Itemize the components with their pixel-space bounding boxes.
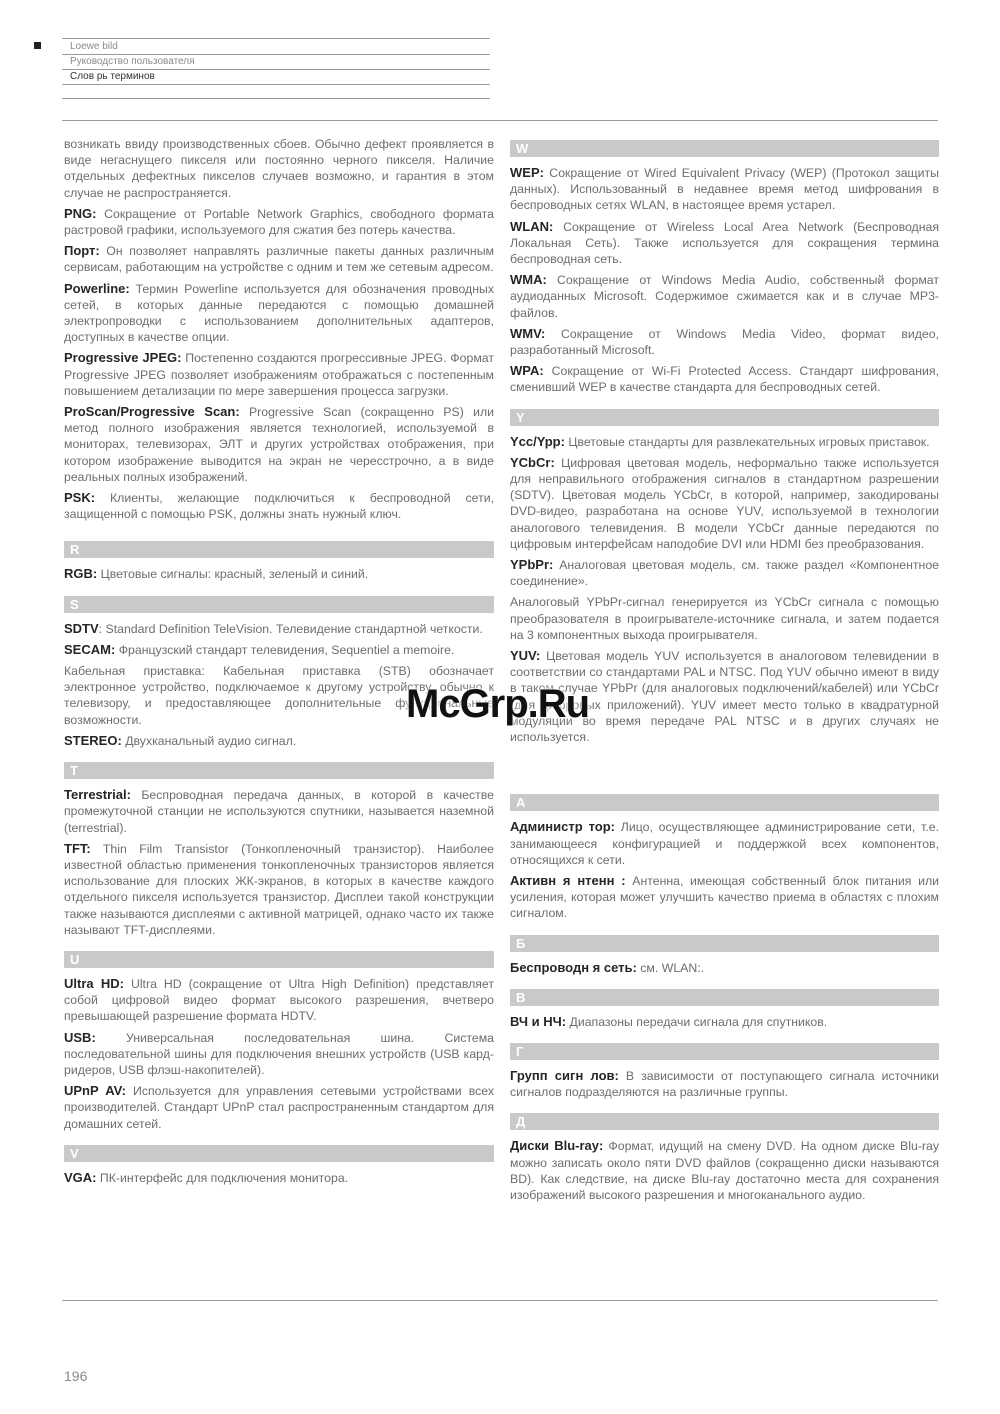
glossary-entry-vga: VGA: ПК-интерфейс для подключения монитора. bbox=[64, 1169, 349, 1185]
section-bar-b-cyr: Б bbox=[510, 935, 939, 952]
section-bar-d-cyr: Д bbox=[510, 1113, 939, 1130]
glossary-entry-wireless-net: Беспроводн я сеть: см. WLAN:. bbox=[510, 959, 705, 975]
glossary-entry-proscan: ProScan/Progressive Scan: Progressive Scan (сокращенно PS) или метод полного изображения является технологией, используемой в мониторах, телевизорах, ЭЛТ и других устройствах отображения, при котором изображение выводится на экран не чересстрочно, а в виде реальных полных изображений. bbox=[64, 404, 494, 484]
glossary-entry-rgb: RGB: Цветовые сигналы: красный, зеленый и синий. bbox=[64, 566, 369, 582]
glossary-entry-ultra-hd: Ultra HD: Ultra HD (сокращение от Ultra High Definition) представляет собой цифровой видео формат высокого разрешения, вчетверо превышающей разрешение формата HDTV. bbox=[64, 975, 494, 1024]
glossary-entry-yuv: YUV: Цветовая модель YUV используется в аналоговом телевидении в соответствии со стандартами PAL и NTSC. Под YUV обычно имеют в виду в таком случае YPbPr (для аналоговых подключений/кабелей) или YCbCr (для цифровых приложений). YUV имеет место только в квадратурной модуляции во время передаче PAL NTSC и в других случаях не используется. bbox=[510, 648, 939, 745]
header-rule-4 bbox=[62, 98, 490, 99]
section-bar-w: W bbox=[510, 140, 939, 157]
header-rule-top bbox=[62, 38, 490, 39]
glossary-entry-tft: TFT: Thin Film Transistor (Тонкопленочный транзистор). Наиболее известной областью применения тонкопленочных транзисторов является использование для плоских ЖК-экранов, в которых в качестве каждого отдельного пикселя используется транзистор. Дисплеи такой конструкции также называются дисплеями с активной матрицей, однако часто их также называют TFT-дисплеями. bbox=[64, 840, 494, 937]
left-column bbox=[64, 136, 494, 1191]
bottom-divider bbox=[62, 1300, 938, 1301]
section-bar-s: S bbox=[64, 596, 494, 613]
section-bar-v-cyr: В bbox=[510, 989, 939, 1006]
header-rule-1 bbox=[62, 54, 490, 55]
glossary-entry-hf-lf: ВЧ и НЧ: Диапазоны передачи сигнала для спутников. bbox=[510, 1013, 828, 1029]
glossary-entry-admin: Администр тор: Лицо, осуществляющее администрирование сети, т.е. занимающееся конфигурацией и поддержкой всех компонентов, относящихся к сети. bbox=[510, 819, 939, 867]
glossary-entry-wep: WEP: Сокращение от Wired Equivalent Privacy (WEP) (Протокол защиты данных). Использованный в недавнее время метод шифрования в беспроводных сетях WLAN, в настоящее время устарел. bbox=[510, 165, 939, 213]
glossary-entry-wmv: WMV: Сокращение от Windows Media Video, формат видео, разработанный Microsoft. bbox=[510, 325, 939, 358]
section-bar-r: R bbox=[64, 541, 494, 558]
section-bar-g-cyr: Г bbox=[510, 1043, 939, 1060]
glossary-entry-stb: Кабельная приставка: Кабельная приставка (STB) обозначает электронное устройство, подключаемое к другому устройству, обычно к телевизору, и предоставляющее дополнительные функциональные возможности. bbox=[64, 664, 494, 727]
glossary-entry-wma: WMA: Сокращение от Windows Media Audio, собственный формат аудиоданных Microsoft. Содержимое сжимается как и в случае MP3-файлов. bbox=[510, 272, 939, 320]
glossary-entry-progressive-jpeg: Progressive JPEG: Постепенно создаются прогрессивные JPEG. Формат Progressive JPEG позволяет изображениям отображаться с постепенным повышением детализации по мере завершения процесса загрузки. bbox=[64, 350, 494, 398]
glossary-entry-secam: SECAM: Французский стандарт телевидения, Sequentiel a memoire. bbox=[64, 641, 455, 657]
glossary-entry-wlan: WLAN: Сокращение от Wireless Local Area Network (Беспроводная Локальная Сеть). Также используется для сокращения термина беспроводная сеть. bbox=[510, 218, 939, 267]
glossary-entry-port: Порт: Он позволяет направлять различные пакеты данных различным сервисам, работающим на устройстве с одним и тем же сетевым адресом. bbox=[64, 243, 494, 275]
glossary-entry-ypbpr-analog: Аналоговый YPbPr-сигнал генерируется из YCbCr сигнала с помощью преобразователя в проигрывателе-источнике сигнала, и затем подается на 3 компонентных выхода проигрывателя. bbox=[510, 595, 939, 642]
page-number: 196 bbox=[64, 1368, 88, 1384]
section-bar-y: Y bbox=[510, 409, 939, 426]
top-divider bbox=[62, 120, 938, 121]
glossary-entry-ypbpr: YPbPr: Аналоговая цветовая модель, см. также раздел «Компонентное соединение». bbox=[510, 557, 939, 589]
section-bar-a-cyr: А bbox=[510, 794, 939, 811]
glossary-entry-sdtv: SDTV: Standard Definition TeleVision. Телевидение стандартной четкости. bbox=[64, 620, 483, 636]
glossary-entry-terrestrial: Terrestrial: Беспроводная передача данных, в которой в качестве промежуточной станции не используются спутники, называется наземной (terrestrial). bbox=[64, 787, 494, 835]
glossary-entry-ycbcr: YCbCr: Цифровая цветовая модель, неформально также используется для неправильного отображения сигналов в стандартном разрешении (SDTV). Цветовая модель YCbCr, в которой, например, закодированы DVD-видео, разработана на основе YUV, используемой в технологии аналогового телевидения. В модели YCbCr данные передаются по цифровым интерфейсам наподобие DVI или HDMI без преобразования. bbox=[510, 454, 939, 551]
section-bar-u: U bbox=[64, 951, 494, 968]
section-bar-t: T bbox=[64, 762, 494, 779]
glossary-entry-wpa: WPA: Сокращение от Wi-Fi Protected Access. Стандарт шифрования, сменивший WEP в качестве стандарта для беспроводных сетей. bbox=[510, 363, 939, 395]
glossary-entry-bluray: Диски Blu-ray: Формат, идущий на смену DVD. На одном диске Blu-ray можно записать около пяти DVD файлов (сокращенно диски называются BD). Как следствие, на диске Blu-ray достаточно места для сохранения изображений высокого разрешения и многоканального аудио. bbox=[510, 1138, 939, 1202]
header-section: Слов рь терминов bbox=[70, 71, 155, 82]
watermark-logo: McGrp.Ru bbox=[406, 682, 590, 726]
glossary-entry-powerline: Powerline: Термин Powerline используется для обозначения проводных сетей, в которых данные передаются с помощью домашней электропроводки с использованием дополнительных адаптеров, доступных в качестве опции. bbox=[64, 280, 494, 345]
glossary-entry-usb: USB: Универсальная последовательная шина. Система последовательной шины для подключения внешних устройств (USB кард-ридеров, USB флэш-накопителей). bbox=[64, 1029, 494, 1077]
glossary-entry-signal-groups: Групп сигн лов: В зависимости от поступающего сигнала источники сигналов подразделяются на различные группы. bbox=[510, 1067, 939, 1100]
section-bar-v: V bbox=[64, 1145, 494, 1162]
glossary-entry-active-antenna: Активн я нтенн : Антенна, имеющая собственный блок питания или усиления, которая может улучшить качество приема в областях с плохим сигналом. bbox=[510, 872, 939, 921]
header-bullet bbox=[34, 42, 41, 49]
right-column bbox=[510, 140, 939, 1208]
header-rule-3 bbox=[62, 84, 490, 85]
header-rule-2 bbox=[62, 69, 490, 70]
glossary-entry-upnp: UPnP AV: Используется для управления сетевыми устройствами всех производителей. Стандарт UPnP стал распространенным стандартом для домашних сетей. bbox=[64, 1083, 495, 1131]
header-manual: Руководство пользователя bbox=[70, 56, 195, 67]
intro-text: возникать ввиду производственных сбоев. Обычно дефект проявляется в виде негаснущего пикселя или постоянно черного пикселя. Наличие отдельных дефектных пикселов случаев возможно, и гарантия в этом случае не распространяется. bbox=[64, 137, 494, 200]
glossary-entry-ycc: Ycc/Ypp: Цветовые стандарты для развлекательных игровых приставок. bbox=[510, 433, 930, 449]
glossary-entry-png: PNG: Сокращение от Portable Network Graphics, свободного формата растровой графики, используемого для сжатия без потерь качества. bbox=[64, 205, 494, 238]
header-brand: Loewe bild bbox=[70, 41, 118, 52]
glossary-entry-stereo: STEREO: Двухканальный аудио сигнал. bbox=[64, 732, 297, 748]
glossary-entry-psk: PSK: Клиенты, желающие подключиться к беспроводной сети, защищенной с помощью PSK, должны знать нужный ключ. bbox=[64, 490, 494, 522]
